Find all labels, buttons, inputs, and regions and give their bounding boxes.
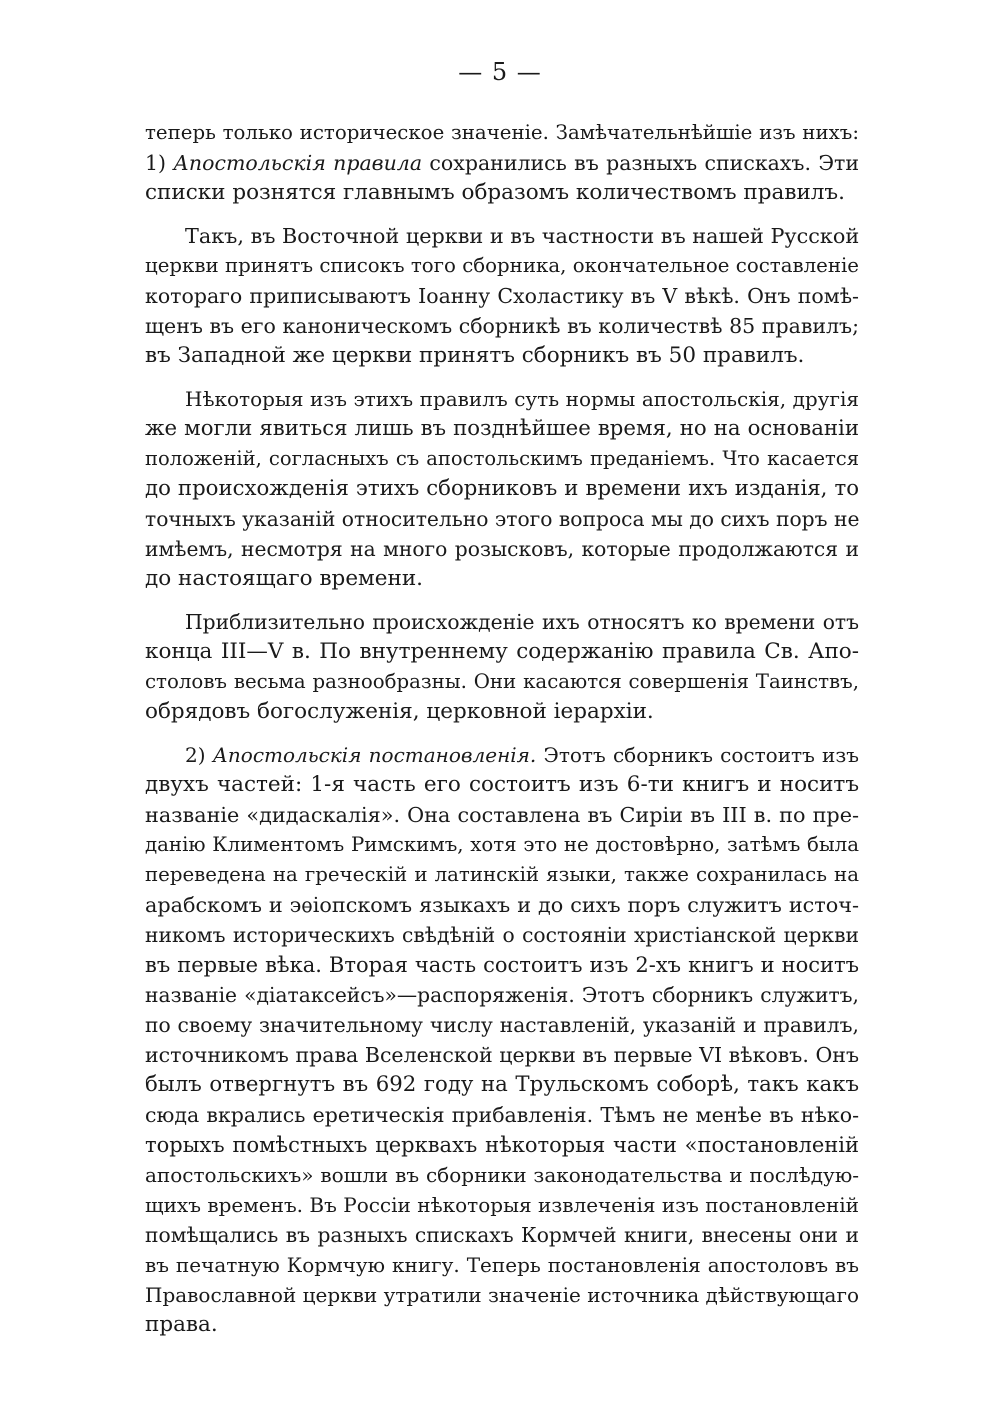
text-line [145,1310,859,1340]
text-segment: названiе «дидаскалiя». Она составлена въ Сирiи въ III в. по пре- [145,803,859,827]
text-line [145,1070,859,1100]
text-segment: переведена на греческiй и латинскiй языки, также сохранилась на [145,863,859,886]
text-line [145,1100,859,1130]
text-segment: въ первые вѣка. Вторая часть состоитъ изъ 2-хъ книгъ и носитъ [145,953,859,977]
paragraph [145,607,859,727]
text-line [145,148,859,178]
text-segment: названiе «дiатаксейсъ»—распоряженiя. Этотъ сборникъ служитъ, [145,983,859,1007]
text-line [145,740,859,770]
text-line [145,1280,859,1310]
text-segment: сохранились въ разныхъ спискахъ. Эти [422,151,860,175]
page-number: — 5 — [458,58,542,86]
text-line [145,341,859,371]
text-segment: апостольскихъ» вошли въ сборники законодательства и послѣдую- [145,1163,859,1187]
paragraph [145,384,859,594]
text-line [145,251,859,281]
text-segment: котораго приписываютъ Iоанну Схоластику въ V вѣкѣ. Онъ помѣ- [145,284,859,308]
text-segment: Этотъ сборникъ состоитъ изъ [536,743,860,767]
text-segment: Такъ, въ Восточной церкви и въ частности въ нашей Русской [185,224,860,248]
text-segment: щенъ въ его каноническомъ сборникѣ въ количествѣ 85 правилъ; [145,314,859,338]
text-line [145,1040,859,1070]
text-segment: двухъ частей: 1-я часть его состоитъ изъ 6-ти книгъ и носитъ [145,772,859,797]
text-line [145,830,859,860]
italic-heading: Апостольскiя правила [173,151,423,175]
text-line [145,384,859,414]
text-line [145,178,859,208]
text-line [145,504,859,534]
text-segment: помѣщались въ разныхъ спискахъ Кормчей книги, внесены они и [145,1223,859,1247]
text-line [145,667,859,697]
text-line [145,1250,859,1280]
paragraph [145,221,859,371]
text-segment: Нѣкоторыя изъ этихъ правилъ суть нормы апостольскiя, другiя [185,387,859,411]
text-line [145,221,859,251]
text-segment: щихъ временъ. Въ Россiи нѣкоторыя извлеченiя изъ постановленiй [145,1193,859,1217]
text-line [145,564,859,594]
text-line [145,697,859,727]
text-segment: конца III—V в. По внутреннему содержанiю правила Св. Апо- [145,639,859,664]
text-segment: точныхъ указанiй относительно этого вопроса мы до сихъ поръ не [145,507,860,531]
text-line [145,118,859,148]
text-segment: права. [145,1312,218,1337]
text-line [145,444,859,474]
text-line [145,1190,859,1220]
text-segment: данiю Климентомъ Римскимъ, хотя это не достовѣрно, затѣмъ была [145,833,859,856]
text-line [145,414,859,444]
text-segment: по своему значительному числу наставленiй, указанiй и правилъ, [145,1013,859,1037]
text-segment: теперь только историческое значенiе. Замѣчательнѣйшiе изъ нихъ: [145,121,859,144]
text-line [145,800,859,830]
text-segment: въ печатную Кормчую книгу. Теперь постановленiя апостоловъ въ [145,1253,859,1277]
paragraph [145,118,859,208]
text-line [145,637,859,667]
text-line [145,890,859,920]
text-line [145,920,859,950]
text-line [145,1160,859,1190]
text-segment: никомъ историческихъ свѣдѣнiй о состоянiи христiанской церкви [145,923,859,947]
body-text [145,118,859,1340]
text-segment: Приблизительно происхожденiе ихъ относятъ ко времени отъ [185,610,859,634]
text-segment: арабскомъ и эѳiопскомъ языкахъ и до сихъ поръ служитъ источ- [145,893,859,917]
text-segment: Православной церкви утратили значенiе источника дѣйствующаго [145,1283,859,1307]
text-line [145,1220,859,1250]
text-line [145,607,859,637]
text-segment: 1) [145,151,174,175]
text-line [145,534,859,564]
text-line [145,950,859,980]
text-line [145,311,859,341]
text-segment: церкви принятъ списокъ того сборника, окончательное составленiе [145,254,859,277]
paragraph [145,740,859,1340]
text-segment: торыхъ помѣстныхъ церквахъ нѣкоторыя части «постановленiй [145,1133,859,1157]
text-line [145,1010,859,1040]
text-segment: источникомъ права Вселенской церкви въ первые VI вѣковъ. Онъ [145,1043,859,1067]
text-segment: положенiй, согласныхъ съ апостольскимъ преданiемъ. Что касается [145,447,859,470]
text-segment: до происхожденiя этихъ сборниковъ и времени ихъ изданiя, то [145,476,859,501]
text-segment: до настоящаго времени. [145,566,423,591]
text-line [145,770,859,800]
text-segment: обрядовъ богослуженiя, церковной iерархiи. [145,699,654,724]
text-segment: списки рознятся главнымъ образомъ количествомъ правилъ. [145,180,845,205]
text-line [145,1130,859,1160]
text-line [145,474,859,504]
text-line [145,860,859,890]
text-segment: сюда вкрались еретическiя прибавленiя. Тѣмъ не менѣе въ нѣко- [145,1103,859,1127]
text-segment: въ Западной же церкви принятъ сборникъ въ 50 правилъ. [145,343,805,368]
text-segment: столовъ весьма разнообразны. Они касаются совершенiя Таинствъ, [145,670,859,693]
text-segment: былъ отвергнутъ въ 692 году на Трульскомъ соборѣ, такъ какъ [145,1072,859,1097]
italic-heading: Апостольскiя постановленiя. [212,743,537,767]
text-segment: же могли явиться лишь въ позднѣйшее время, но на основанiи [145,416,859,441]
text-segment: имѣемъ, несмотря на много розысковъ, которые продолжаются и [145,537,859,561]
text-line [145,980,859,1010]
text-line [145,281,859,311]
text-segment: 2) [185,743,213,767]
